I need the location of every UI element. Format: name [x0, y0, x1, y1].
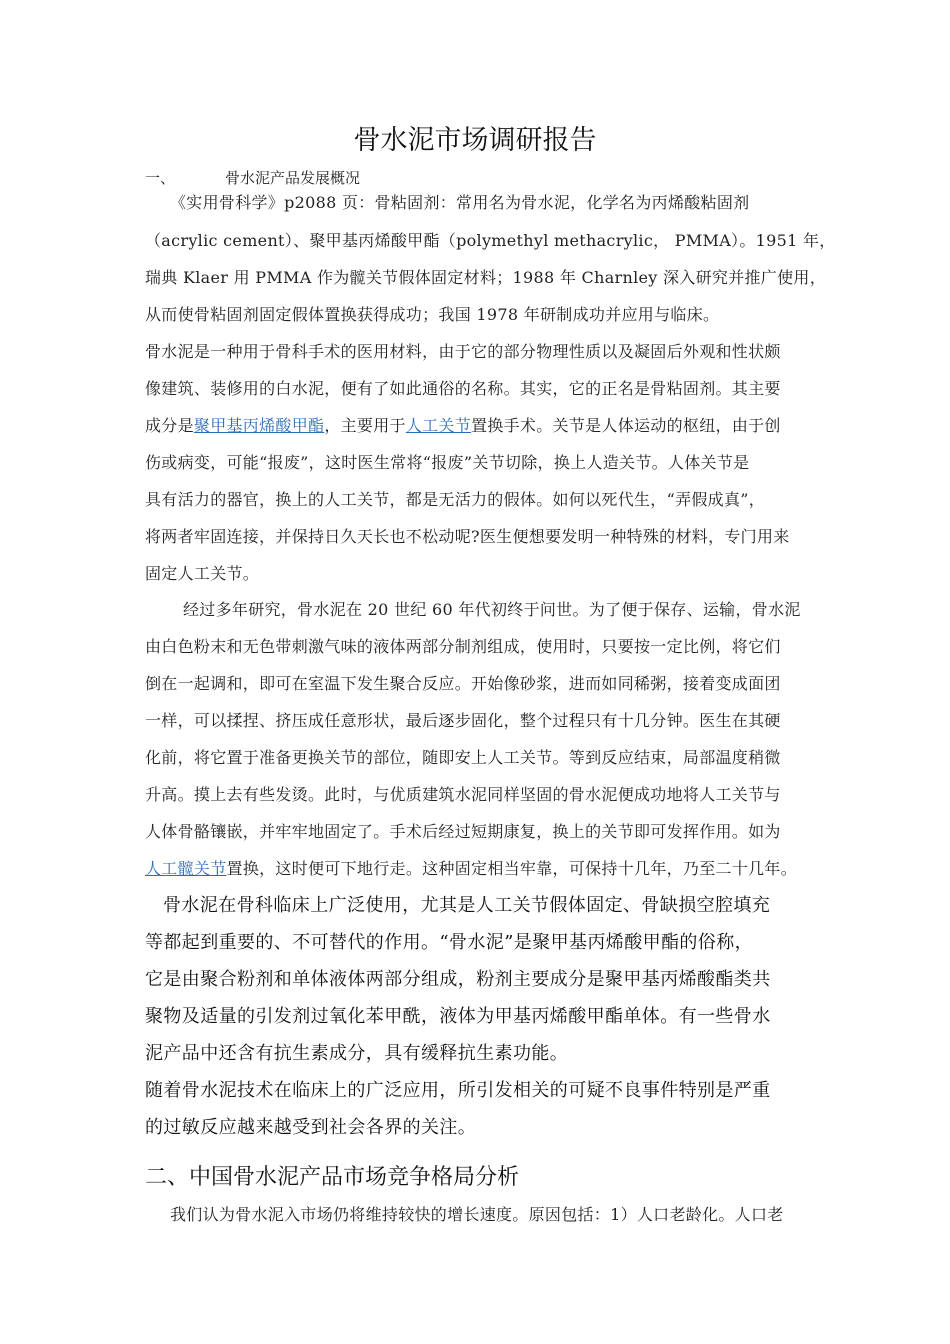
paragraph-line	[145, 859, 797, 879]
link-pmma[interactable]: 聚甲基丙烯酸甲酯	[193, 416, 325, 435]
paragraph-line: 一样，可以揉捏、挤压成任意形状，最后逐步固化，整个过程只有十几分钟。医生在其硬	[145, 711, 781, 730]
link-artificial-joint[interactable]: 人工关节	[405, 416, 472, 435]
paragraph-line: 经过多年研究，骨水泥在 20 世纪 60 年代初终于问世。为了便于保存、运输，骨水泥	[183, 600, 801, 619]
paragraph-line: 从而使骨粘固剂固定假体置换获得成功；我国 1978 年研制成功并应用与临床。	[145, 305, 720, 324]
section-1-heading	[145, 168, 360, 188]
paragraph-line: 由白色粉末和无色带刺激气味的液体两部分制剂组成，使用时，只要按一定比例，将它们	[145, 637, 781, 656]
paragraph-line: 像建筑、装修用的白水泥，便有了如此通俗的名称。其实，它的正名是骨粘固剂。其主要	[145, 379, 781, 398]
text-segment: 置换手术。关节是人体运动的枢纽，由于创	[471, 416, 781, 435]
paragraph-line: 人体骨骼镶嵌，并牢牢地固定了。手术后经过短期康复，换上的关节即可发挥作用。如为	[145, 822, 781, 841]
paragraph-line: 随着骨水泥技术在临床上的广泛应用，所引发相关的可疑不良事件特别是严重	[145, 1080, 771, 1101]
paragraph-line: 的过敏反应越来越受到社会各界的关注。	[145, 1117, 477, 1138]
paragraph-line: 骨水泥是一种用于骨科手术的医用材料，由于它的部分物理性质以及凝固后外观和性状颇	[145, 342, 781, 361]
paragraph-line: 化前，将它置于准备更换关节的部位，随即安上人工关节。等到反应结束，局部温度稍微	[145, 748, 781, 767]
text-segment: 置换，这时便可下地行走。这种固定相当牢靠，可保持十几年，乃至二十几年。	[226, 859, 798, 878]
paragraph-line	[145, 416, 781, 436]
paragraph-line: 聚物及适量的引发剂过氧化苯甲酰，液体为甲基丙烯酸甲酯单体。有一些骨水	[145, 1006, 771, 1027]
text-segment: ，主要用于	[324, 416, 406, 435]
document-title: 骨水泥市场调研报告	[353, 125, 597, 156]
text-segment: 成分是	[145, 416, 194, 435]
paragraph-line: 等都起到重要的、不可替代的作用。“骨水泥”是聚甲基丙烯酸甲酯的俗称，	[145, 932, 754, 953]
paragraph-line: 伤或病变，可能“报废”，这时医生常将“报废”关节切除，换上人造关节。人体关节是	[145, 453, 750, 472]
paragraph-line: 骨水泥在骨科临床上广泛使用，尤其是人工关节假体固定、骨缺损空腔填充	[163, 895, 771, 916]
paragraph-line: 固定人工关节。	[145, 564, 260, 583]
paragraph-line: 我们认为骨水泥入市场仍将维持较快的增长速度。原因包括：1）人口老龄化。人口老	[170, 1205, 784, 1224]
paragraph-line: 《实用骨科学》p2088 页：骨粘固剂：常用名为骨水泥，化学名为丙烯酸粘固剂	[170, 193, 750, 212]
paragraph-line: 泥产品中还含有抗生素成分，具有缓释抗生素功能。	[145, 1043, 569, 1064]
paragraph-line: 升高。摸上去有些发烫。此时，与优质建筑水泥同样坚固的骨水泥便成功地将人工关节与	[145, 785, 781, 804]
paragraph-line: 将两者牢固连接，并保持日久天长也不松动呢?医生便想要发明一种特殊的材料，专门用来	[145, 527, 790, 546]
paragraph-line: 它是由聚合粉剂和单体液体两部分组成，粉剂主要成分是聚甲基丙烯酸酯类共	[145, 969, 771, 990]
paragraph-line: （acrylic cement）、聚甲基丙烯酸甲酯（polymethyl methacrylic， PMMA）。1951 年，	[145, 231, 836, 250]
section-title: 骨水泥产品发展概况	[225, 169, 361, 187]
paragraph-line: 瑞典 Klaer 用 PMMA 作为髋关节假体固定材料；1988 年 Charnley 深入研究并推广使用，	[145, 268, 826, 287]
link-artificial-hip-joint[interactable]: 人工髋关节	[145, 859, 227, 878]
paragraph-line: 倒在一起调和，即可在室温下发生聚合反应。开始像砂浆，进而如同稀粥，接着变成面团	[145, 674, 781, 693]
section-2-heading: 二、中国骨水泥产品市场竞争格局分析	[145, 1165, 520, 1190]
paragraph-line: 具有活力的器官，换上的人工关节，都是无活力的假体。如何以死代生，“弄假成真”，	[145, 490, 766, 509]
section-number: 一、	[145, 169, 176, 187]
